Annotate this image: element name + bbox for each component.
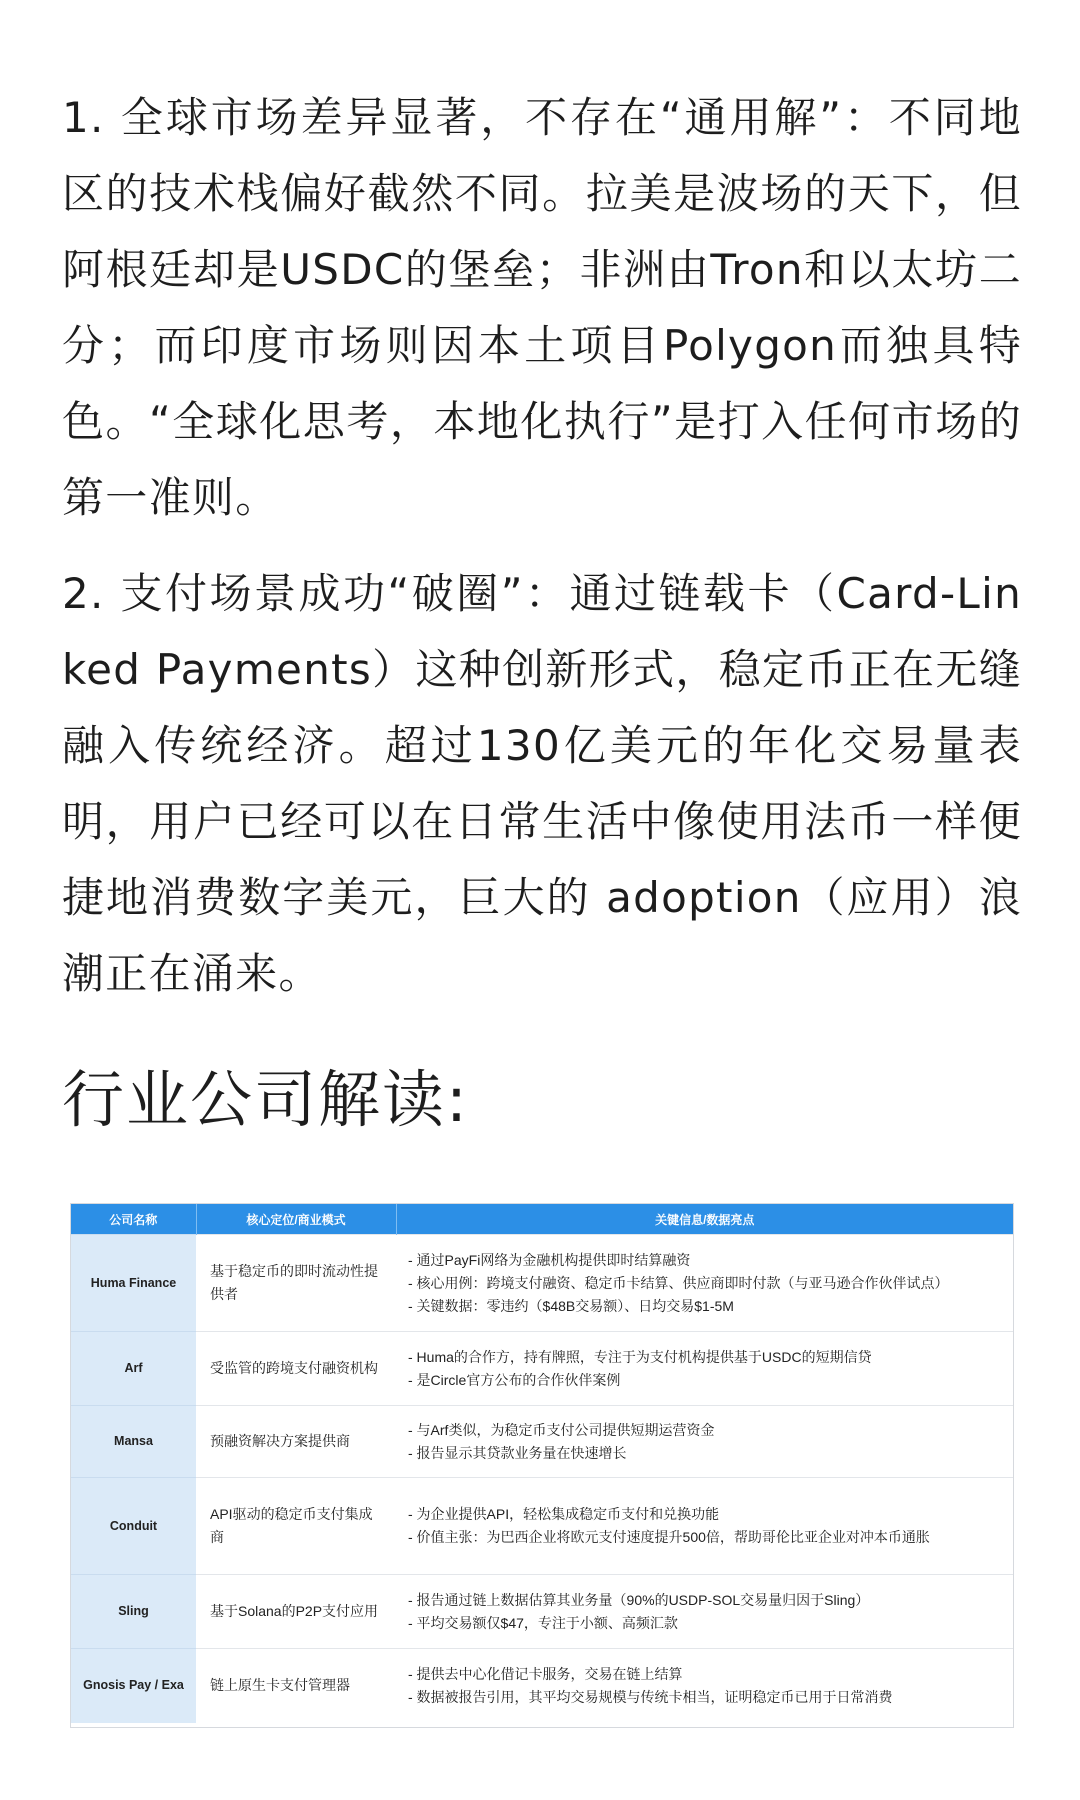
paragraph-market-differences: 1. 全球市场差异显著，不存在“通用解”：不同地区的技术栈偏好截然不同。拉美是波场的天下，但阿根廷却是USDC的堡垒；非洲由Tron和以太坊二分；而印度市场则因本土项目Polygon而独具特色。“全球化思考，本地化执行”是打入任何市场的第一准则。: [62, 93, 1022, 522]
company-name-cell: Arf: [71, 1332, 196, 1406]
table-row: [71, 1478, 1013, 1575]
key-info-cell: [396, 1406, 1013, 1478]
table-header-row: [71, 1204, 1013, 1235]
info-line: - 关键数据：零违约（$48B交易额）、日均交易$1-5M: [408, 1297, 734, 1314]
info-line: - 与Arf类似，为稳定币支付公司提供短期运营资金: [408, 1421, 715, 1438]
info-line: - 通过PayFi网络为金融机构提供即时结算融资: [408, 1251, 691, 1268]
key-info-cell: [396, 1575, 1013, 1649]
company-table: [70, 1203, 1014, 1728]
table-row: [71, 1649, 1013, 1723]
info-line: - 报告通过链上数据估算其业务量（90%的USDP-SOL交易量归因于Sling）: [408, 1591, 870, 1608]
header-company-name: 公司名称: [71, 1204, 196, 1235]
company-name-cell: Gnosis Pay / Exa: [71, 1649, 196, 1723]
positioning-cell: 基于Solana的P2P支付应用: [196, 1575, 396, 1649]
positioning-cell: 受监管的跨境支付融资机构: [196, 1332, 396, 1406]
company-name-cell: Sling: [71, 1575, 196, 1649]
key-info-cell: [396, 1649, 1013, 1723]
positioning-cell: API驱动的稳定币支付集成商: [196, 1478, 396, 1575]
company-name-cell: Mansa: [71, 1406, 196, 1478]
key-info-cell: [396, 1235, 1013, 1332]
company-name-cell: Huma Finance: [71, 1235, 196, 1332]
key-info-cell: [396, 1332, 1013, 1406]
positioning-cell: 链上原生卡支付管理器: [196, 1649, 396, 1723]
table-row: [71, 1406, 1013, 1478]
table-row: [71, 1332, 1013, 1406]
table-row: [71, 1235, 1013, 1332]
table-row: [71, 1575, 1013, 1649]
info-line: - 是Circle官方公布的合作伙伴案例: [408, 1371, 621, 1388]
info-line: - Huma的合作方，持有牌照，专注于为支付机构提供基于USDC的短期信贷: [408, 1348, 872, 1365]
header-core-positioning: 核心定位/商业模式: [196, 1204, 396, 1235]
company-name-cell: Conduit: [71, 1478, 196, 1575]
positioning-cell: 基于稳定币的即时流动性提供者: [196, 1235, 396, 1332]
paragraph-payment-breakthrough: 2. 支付场景成功“破圈”：通过链载卡（Card-Linked Payments）这种创新形式，稳定币正在无缝融入传统经济。超过130亿美元的年化交易量表明，用户已经可以在日常生活中像使用法币一样便捷地消费数字美元，巨大的 adoption（应用）浪潮正在涌来。: [62, 569, 1022, 998]
info-line: - 提供去中心化借记卡服务，交易在链上结算: [408, 1665, 683, 1682]
info-line: - 报告显示其贷款业务量在快速增长: [408, 1444, 627, 1461]
info-line: - 数据被报告引用，其平均交易规模与传统卡相当，证明稳定币已用于日常消费: [408, 1688, 893, 1705]
info-line: - 为企业提供API，轻松集成稳定币支付和兑换功能: [408, 1506, 720, 1522]
section-heading: 行业公司解读:: [62, 1063, 469, 1136]
key-info-cell: [396, 1478, 1013, 1575]
header-key-info: 关键信息/数据亮点: [396, 1204, 1013, 1235]
info-line: - 价值主张：为巴西企业将欧元支付速度提升500倍，帮助哥伦比亚企业对冲本币通胀: [408, 1529, 930, 1545]
positioning-cell: 预融资解决方案提供商: [196, 1406, 396, 1478]
info-line: - 平均交易额仅$47，专注于小额、高频汇款: [408, 1614, 678, 1631]
info-line: - 核心用例：跨境支付融资、稳定币卡结算、供应商即时付款（与亚马逊合作伙伴试点）: [408, 1274, 949, 1291]
